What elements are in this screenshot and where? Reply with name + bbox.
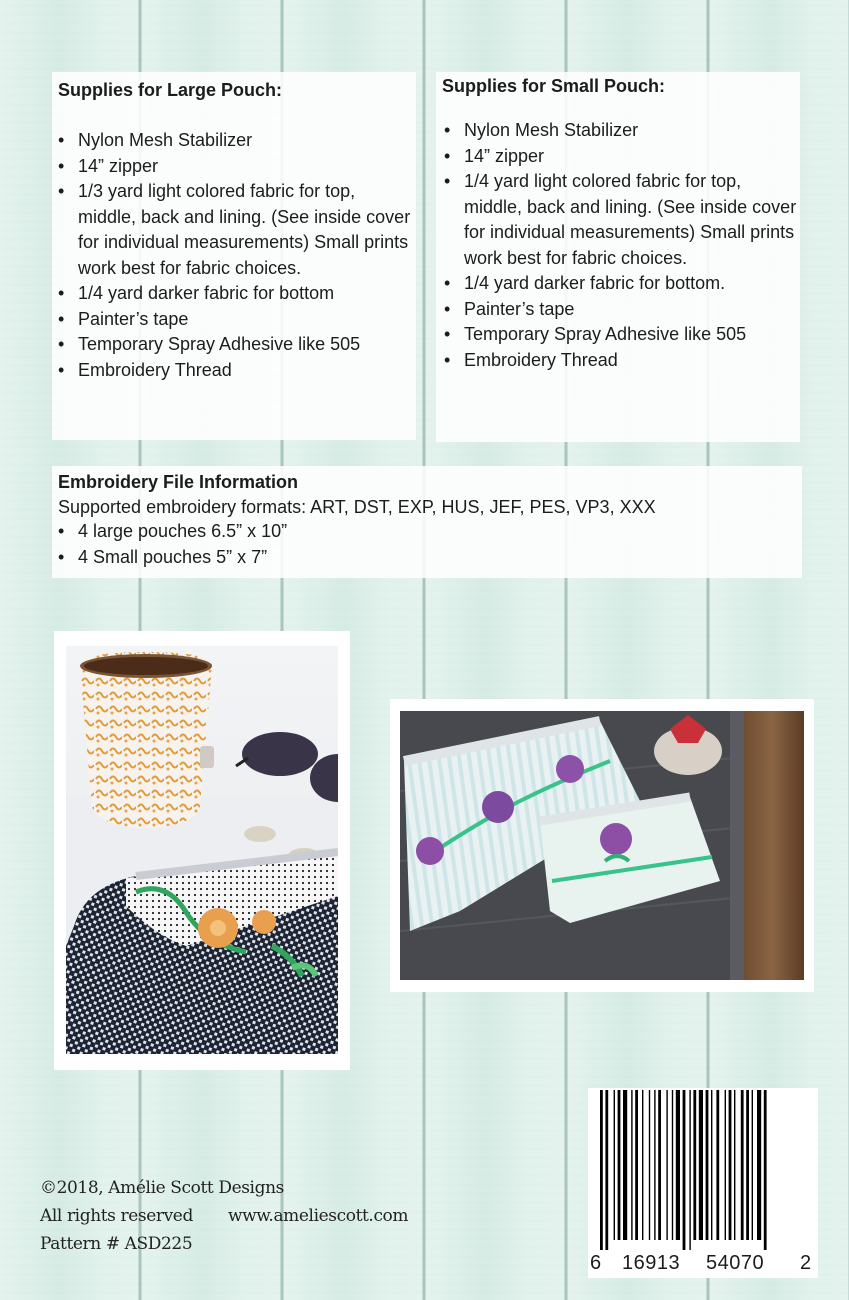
pattern-number: Pattern # ASD225 [40,1234,193,1254]
barcode-bar [654,1090,655,1240]
photo-right-frame [390,699,814,992]
barcode-bar [757,1090,761,1240]
list-item: • 4 large pouches 6.5” x 10” [58,519,287,545]
small-pouch-supplies-panel [436,72,800,442]
barcode-bar [618,1090,621,1240]
barcode-bar [693,1090,696,1240]
barcode-bar [741,1090,744,1240]
barcode-bar [649,1090,650,1240]
barcode-bar [614,1090,615,1240]
embroidery-info-panel [52,466,802,578]
barcode-bar [623,1090,627,1240]
barcode [588,1088,818,1278]
list-item: • Embroidery Thread [58,358,412,384]
list-item: • 14” zipper [58,154,412,180]
barcode-bar [635,1090,638,1240]
list-item: • Nylon Mesh Stabilizer [444,118,798,144]
barcode-digits-left: 16913 [622,1252,681,1274]
barcode-bar [605,1090,608,1250]
list-item: • Painter’s tape [58,307,412,333]
large-pouch-list [58,128,412,383]
list-item: • Painter’s tape [444,297,798,323]
barcode-bar [746,1090,749,1240]
barcode-bar [725,1090,726,1240]
barcode-bar [683,1090,686,1250]
barcode-bar [764,1090,767,1250]
barcode-bar [706,1090,709,1240]
barcode-digits-right: 54070 [706,1252,765,1274]
list-item: • 1/4 yard darker fabric for bottom. [444,271,798,297]
barcode-bar [734,1090,735,1240]
list-item: • Nylon Mesh Stabilizer [58,128,412,154]
barcode-bar [752,1090,753,1240]
small-pouch-list [444,118,798,373]
barcode-bar [676,1090,680,1240]
embroidery-info-title: Embroidery File Information [58,472,299,492]
supported-formats: Supported embroidery formats: ART, DST, EXP, HUS, JEF, PES, VP3, XXX [58,497,656,517]
barcode-bar [716,1090,719,1240]
barcode-bar [672,1090,673,1240]
barcode-digit-prefix: 6 [590,1252,602,1274]
barcode-bar [642,1090,643,1240]
barcode-bar [631,1090,632,1240]
list-item: • 4 Small pouches 5” x 7” [58,545,287,571]
rights-text: All rights reserved [40,1206,193,1226]
embroidery-sizes-list [58,519,287,570]
list-item: • Temporary Spray Adhesive like 505 [444,322,798,348]
barcode-bar [699,1090,703,1240]
barcode-bar [666,1090,667,1240]
copyright-text: ©2018, Amélie Scott Designs [40,1178,284,1198]
large-pouch-supplies-panel [52,72,416,440]
barcode-bar [658,1090,661,1240]
photo-black-pouch-with-mug [66,646,338,1054]
barcode-digit-check: 2 [800,1252,812,1274]
list-item: • 1/4 yard darker fabric for bottom [58,281,412,307]
list-item: • 1/3 yard light colored fabric for top, middle, back and lining. (See inside cover for individual measurements) Small prints work best for fabric choices. [58,179,412,281]
list-item: • Embroidery Thread [444,348,798,374]
barcode-bar [600,1090,603,1250]
photo-left-frame [54,631,350,1070]
photo-pastel-pouches-on-tray [400,711,804,980]
list-item: • Temporary Spray Adhesive like 505 [58,332,412,358]
website-link[interactable]: www.ameliescott.com [228,1206,409,1226]
barcode-bar [711,1090,712,1240]
barcode-bar [729,1090,732,1240]
large-pouch-title: Supplies for Large Pouch: [58,80,283,100]
list-item: • 14” zipper [444,144,798,170]
small-pouch-title: Supplies for Small Pouch: [442,76,666,96]
barcode-bars [600,1090,806,1250]
list-item: • 1/4 yard light colored fabric for top, middle, back and lining. (See inside cover for individual measurements) Small prints work best for fabric choices. [444,169,798,271]
barcode-bar [689,1090,690,1250]
